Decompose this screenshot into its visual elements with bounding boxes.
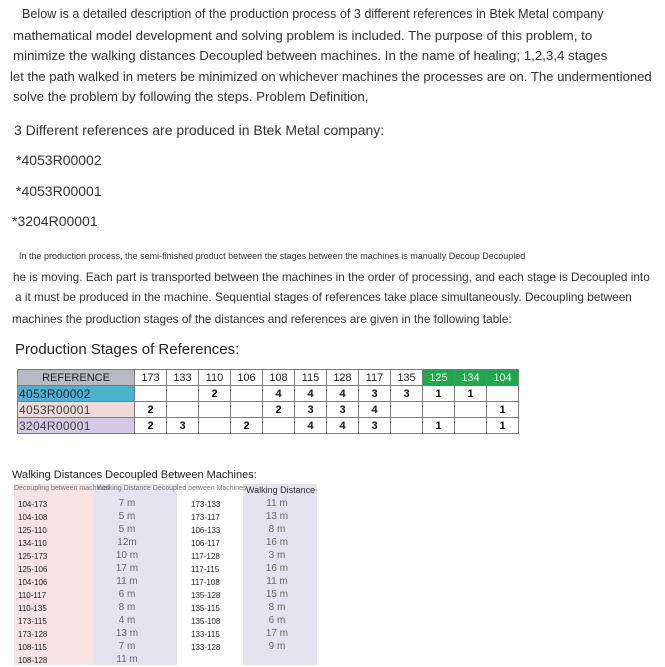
- table-row: [14, 589, 317, 602]
- stages-header-row: [18, 370, 519, 386]
- machine-header: 117: [359, 370, 391, 386]
- machine-pair: 133-128: [191, 643, 221, 652]
- distance-header: Walking Distance Decoupled between Machines: [97, 485, 247, 492]
- machine-header: 133: [167, 370, 199, 386]
- stage-cell: [455, 402, 487, 418]
- machine-header: 173: [135, 370, 167, 386]
- machine-header: 134: [455, 370, 487, 386]
- machine-pair: 117-108: [191, 578, 220, 587]
- table-row: [14, 602, 317, 615]
- walking-distance: 7 m: [118, 498, 136, 509]
- machine-header: 104: [487, 370, 519, 386]
- walking-title: Walking Distances Decoupled Between Machines:: [12, 469, 257, 481]
- stage-cell: 4: [263, 386, 295, 402]
- machine-pair: 135-128: [191, 591, 221, 600]
- stage-cell: 3: [391, 386, 423, 402]
- row-label: 4053R00002: [18, 386, 135, 402]
- machine-header: 106: [231, 370, 263, 386]
- machine-pair: 106-133: [191, 526, 221, 535]
- machine-pair: 173-117: [191, 513, 220, 522]
- walking-distance: 16 m: [265, 537, 289, 548]
- process-line-2: he is moving. Each part is transported between the machines in the order of processing, and each stage is Decoupled into: [13, 270, 650, 284]
- process-line-3: a it must be produced in the machine. Sequential stages of references take place simultaneously. Decoupling between: [15, 290, 632, 304]
- machine-pair: 110-135: [18, 604, 47, 613]
- stage-cell: 2: [231, 418, 263, 434]
- machine-pair: 173-115: [18, 617, 47, 626]
- walking-distance: 13 m: [265, 511, 289, 522]
- stage-cell: [167, 386, 199, 402]
- stage-cell: [455, 418, 487, 434]
- walking-distance: 6 m: [268, 615, 286, 626]
- walking-distance: 8 m: [268, 602, 286, 613]
- table-row: [14, 550, 317, 563]
- stage-cell: 2: [135, 402, 167, 418]
- machine-pair: 104-173: [18, 500, 48, 509]
- machine-pair: 125-110: [18, 526, 47, 535]
- machine-pair: 135-108: [191, 617, 221, 626]
- stage-cell: 4: [327, 418, 359, 434]
- machine-header: 108: [263, 370, 295, 386]
- stage-cell: [487, 386, 519, 402]
- walking-distance: 15 m: [265, 589, 289, 600]
- machine-pair: 134-110: [18, 539, 47, 548]
- table-row: [18, 386, 519, 402]
- stage-cell: 1: [487, 402, 519, 418]
- walking-distance: 11 m: [116, 654, 138, 665]
- machine-pair: 173-128: [18, 630, 48, 639]
- machine-pair: 125-106: [18, 565, 48, 574]
- machine-header: 135: [391, 370, 423, 386]
- machine-pair: 135-115: [191, 604, 220, 613]
- walking-distance: 9 m: [268, 641, 286, 652]
- machine-pair: 125-173: [18, 552, 48, 561]
- machine-pair: 133-115: [191, 630, 220, 639]
- stages-title: Production Stages of References:: [15, 341, 240, 358]
- stage-cell: [263, 418, 295, 434]
- walking-distance: 3 m: [268, 550, 286, 561]
- walking-distance: 12m: [117, 537, 137, 548]
- machine-pair: 104-106: [18, 578, 48, 587]
- machine-pair: 106-117: [191, 539, 220, 548]
- references-intro: 3 Different references are produced in Btek Metal company:: [14, 122, 385, 138]
- stage-cell: 4: [295, 418, 327, 434]
- intro-line-1: Below is a detailed description of the production process of 3 different references in Btek Metal company: [22, 7, 604, 21]
- walking-distance: 6 m: [118, 589, 136, 600]
- stage-cell: [199, 402, 231, 418]
- stage-cell: [231, 386, 263, 402]
- walking-distance: 4 m: [118, 615, 136, 626]
- stage-cell: 3: [359, 418, 391, 434]
- stage-cell: 3: [359, 386, 391, 402]
- table-row: [14, 628, 317, 641]
- reference-code-2: *4053R00001: [16, 183, 102, 199]
- machine-pair: 110-117: [18, 591, 47, 600]
- table-row: [14, 511, 317, 524]
- stage-cell: [391, 402, 423, 418]
- walking-distance: 17 m: [265, 628, 289, 639]
- distance-header-2: Walking Distance: [246, 485, 316, 495]
- walking-distance: 13 m: [115, 628, 139, 639]
- stage-cell: 2: [135, 418, 167, 434]
- walking-distance: 17 m: [115, 563, 139, 574]
- machine-header: 125: [423, 370, 455, 386]
- table-row: [14, 498, 317, 511]
- machine-pair: 108-128: [18, 656, 48, 665]
- stage-cell: [167, 402, 199, 418]
- row-label: 4053R00001: [18, 402, 135, 418]
- stage-cell: [199, 418, 231, 434]
- walking-distance: 10 m: [115, 550, 139, 561]
- walking-distance: 11 m: [266, 498, 288, 509]
- stage-cell: 1: [423, 386, 455, 402]
- pair-header: Decoupling between machines: [14, 485, 110, 492]
- stage-cell: 1: [423, 418, 455, 434]
- stage-cell: 2: [263, 402, 295, 418]
- stages-table: [17, 369, 519, 434]
- stage-cell: 4: [359, 402, 391, 418]
- process-line-4: machines the production stages of the distances and references are given in the following table:: [12, 312, 512, 326]
- walking-distance: 7 m: [118, 641, 136, 652]
- walking-distance: 11 m: [266, 576, 288, 587]
- machine-pair: 108-115: [18, 643, 47, 652]
- machine-pair: 104-108: [18, 513, 48, 522]
- walking-distance: 16 m: [265, 563, 289, 574]
- intro-line-3: minimize the walking distances Decoupled between machines. In the name of healing; 1,2,3,4 stages: [13, 48, 608, 63]
- row-label: 3204R00001: [18, 418, 135, 434]
- table-row: [14, 576, 317, 589]
- table-row: [14, 615, 317, 628]
- stage-cell: 1: [487, 418, 519, 434]
- intro-line-4: let the path walked in meters be minimized on whichever machines the processes are on. The undermentioned: [10, 69, 652, 84]
- stage-cell: [391, 418, 423, 434]
- table-row: [18, 418, 519, 434]
- stage-cell: 4: [327, 386, 359, 402]
- walking-distance: 11 m: [116, 576, 138, 587]
- table-row: [14, 537, 317, 550]
- walking-distance: 5 m: [118, 524, 136, 535]
- stage-cell: 1: [455, 386, 487, 402]
- stage-cell: [135, 386, 167, 402]
- stage-cell: 2: [199, 386, 231, 402]
- stage-cell: 3: [295, 402, 327, 418]
- table-row: [14, 654, 317, 667]
- machine-header: 128: [327, 370, 359, 386]
- walking-distance: 8 m: [268, 524, 286, 535]
- machine-pair: 173-133: [191, 500, 221, 509]
- table-row: [14, 563, 317, 576]
- reference-header: REFERENCE: [18, 370, 135, 386]
- intro-line-5: solve the problem by following the steps. Problem Definition,: [13, 89, 369, 104]
- machine-header: 115: [295, 370, 327, 386]
- table-row: [14, 641, 317, 654]
- walking-distance: 8 m: [118, 602, 136, 613]
- reference-code-3: *3204R00001: [12, 213, 98, 229]
- table-row: [18, 402, 519, 418]
- stage-cell: [231, 402, 263, 418]
- walking-distance: 5 m: [118, 511, 136, 522]
- intro-line-2: mathematical model development and solving problem is included. The purpose of this problem, to: [13, 28, 593, 43]
- stage-cell: 4: [295, 386, 327, 402]
- stage-cell: 3: [167, 418, 199, 434]
- stage-cell: [423, 402, 455, 418]
- walking-distances-table: [14, 484, 317, 665]
- machine-pair: 117-128: [191, 552, 220, 561]
- table-row: [14, 524, 317, 537]
- stage-cell: 3: [327, 402, 359, 418]
- machine-pair: 117-115: [191, 565, 220, 574]
- machine-header: 110: [199, 370, 231, 386]
- reference-code-1: *4053R00002: [16, 152, 102, 168]
- process-line-1: In the production process, the semi-finished product between the stages between the machines is manually Decoup Decoupled: [19, 251, 526, 261]
